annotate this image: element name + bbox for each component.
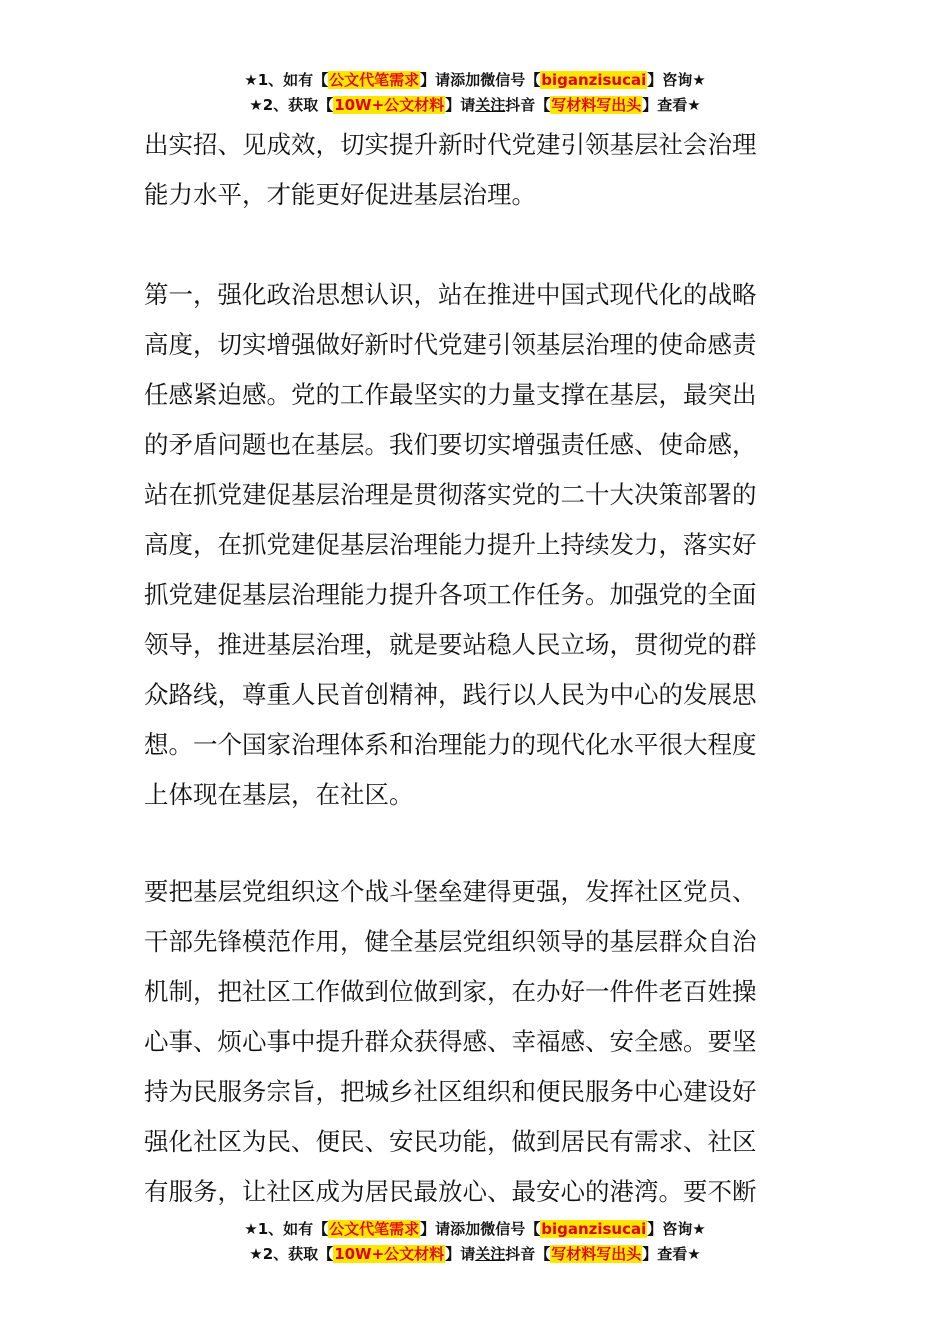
text-line: 强化社区为民、便民、安民功能，做到居民有需求、社区	[144, 1127, 757, 1156]
text-line: 心事、烦心事中提升群众获得感、幸福感、安全感。要坚	[144, 1027, 757, 1056]
banner-line-1	[0, 68, 950, 93]
banner-text: 抖音【	[505, 1245, 551, 1263]
banner-text: 加	[465, 1220, 481, 1238]
text-line: 领导，推进基层治理，就是要站稳人民立场，贯彻党的群	[144, 630, 757, 659]
highlight-materials: 10W+公文材料	[334, 96, 445, 114]
highlight-materials: 10W+公文材料	[334, 1245, 445, 1263]
text-line: 抓党建促基层治理能力提升各项工作任务。加强党的全面	[144, 580, 757, 609]
banner-text: 】请	[445, 1245, 476, 1263]
footer-banner	[0, 1217, 950, 1267]
highlight-wechat-id: biganzisucai	[541, 71, 647, 89]
text-line: 出实招、见成效，切实提升新时代党建引领基层社会治理	[144, 130, 757, 159]
text-line: 要把基层党组织这个战斗堡垒建得更强，发挥社区党员、	[144, 877, 757, 906]
highlight-service: 公文代笔需求	[329, 71, 420, 89]
banner-text: ★1、如有【	[244, 1220, 329, 1238]
banner-line-2	[0, 1242, 950, 1267]
banner-text: 】查看★	[642, 1245, 701, 1263]
text-line: 有服务，让社区成为居民最放心、最安心的港湾。要不断	[144, 1177, 757, 1206]
highlight-douyin-account: 写材料写出头	[551, 96, 642, 114]
paragraph	[144, 120, 814, 220]
text-line: 站在抓党建促基层治理是贯彻落实党的二十大决策部署的	[144, 480, 757, 509]
paragraph	[144, 867, 814, 1217]
banner-text: 微信号【	[480, 1220, 541, 1238]
highlight-wechat-id: biganzisucai	[541, 1220, 647, 1238]
banner-line-2	[0, 93, 950, 118]
paragraph	[144, 270, 814, 820]
banner-text: 抖音【	[505, 96, 551, 114]
text-line: 机制，把社区工作做到位做到家，在办好一件件老百姓操	[144, 977, 757, 1006]
banner-text: 】咨询★	[647, 71, 706, 89]
banner-text: 】查看★	[642, 96, 701, 114]
banner-text: ★1、如有【	[244, 71, 329, 89]
banner-text: 加	[465, 71, 481, 89]
banner-text: 微信号【	[480, 71, 541, 89]
text-line: 高度，在抓党建促基层治理能力提升上持续发力，落实好	[144, 530, 757, 559]
banner-text: 】请添	[420, 1220, 466, 1238]
banner-text: 关注	[475, 96, 506, 114]
highlight-douyin-account: 写材料写出头	[551, 1245, 642, 1263]
banner-text: 】咨询★	[647, 1220, 706, 1238]
text-line: 想。一个国家治理体系和治理能力的现代化水平很大程度	[144, 730, 757, 759]
text-line: 众路线，尊重人民首创精神，践行以人民为中心的发展思	[144, 680, 757, 709]
text-line: 能力水平，才能更好促进基层治理。	[144, 180, 536, 209]
text-line: 的矛盾问题也在基层。我们要切实增强责任感、使命感，	[144, 430, 757, 459]
header-banner	[0, 68, 950, 118]
text-line: 高度，切实增强做好新时代党建引领基层治理的使命感责	[144, 330, 757, 359]
text-line: 上体现在基层，在社区。	[144, 780, 414, 809]
text-line: 任感紧迫感。党的工作最坚实的力量支撑在基层，最突出	[144, 380, 757, 409]
text-line: 持为民服务宗旨，把城乡社区组织和便民服务中心建设好	[144, 1077, 757, 1106]
banner-text: ★2、获取【	[249, 96, 334, 114]
text-line: 第一，强化政治思想认识，站在推进中国式现代化的战略	[144, 280, 757, 309]
banner-text: 】请添	[420, 71, 466, 89]
banner-line-1	[0, 1217, 950, 1242]
banner-text: 关注	[475, 1245, 506, 1263]
text-line: 干部先锋模范作用，健全基层党组织领导的基层群众自治	[144, 927, 757, 956]
banner-text: ★2、获取【	[249, 1245, 334, 1263]
banner-text: 】请	[445, 96, 476, 114]
highlight-service: 公文代笔需求	[329, 1220, 420, 1238]
